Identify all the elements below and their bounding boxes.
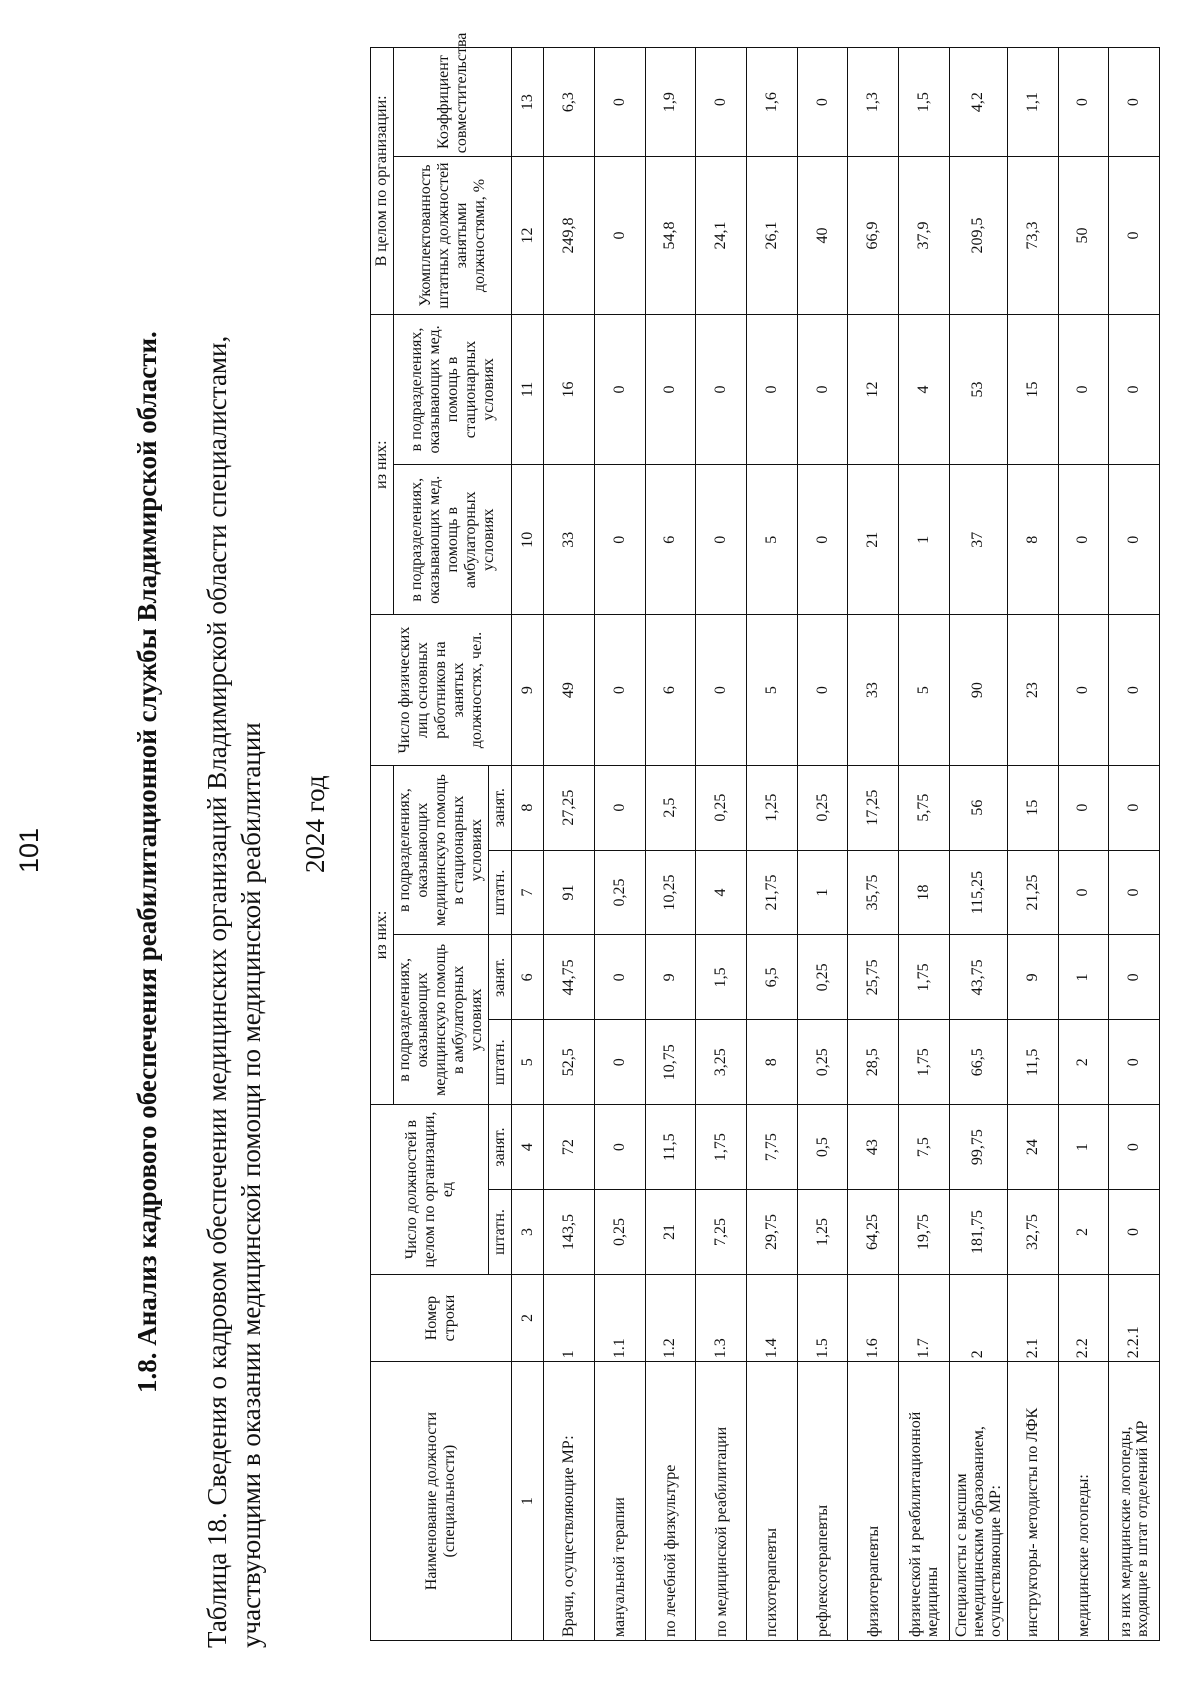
value-cell: 16 — [544, 314, 595, 464]
table-row — [848, 48, 899, 1641]
value-cell: 0,25 — [797, 1020, 848, 1105]
value-cell: 5 — [899, 615, 950, 765]
value-cell: 0 — [1058, 615, 1109, 765]
value-cell: 0 — [696, 314, 747, 464]
table-row — [645, 48, 696, 1641]
value-cell: 0 — [594, 935, 645, 1020]
value-cell: 12 — [848, 314, 899, 464]
position-name-cell: рефлексотерапевты — [797, 1362, 848, 1641]
value-cell: 18 — [899, 850, 950, 935]
position-name-cell: физиотерапевты — [848, 1362, 899, 1641]
value-cell: 1,1 — [1007, 48, 1058, 157]
header-staff: штатн. — [489, 1190, 512, 1275]
value-cell: 17,25 — [848, 765, 899, 850]
value-cell: 0 — [1109, 157, 1160, 315]
value-cell: 1 — [797, 850, 848, 935]
header-staffing: Укомплектованность штатных должностей занятыми должностями, % — [394, 157, 512, 315]
value-cell: 26,1 — [746, 157, 797, 315]
position-name-cell: по лечебной физкультуре — [645, 1362, 696, 1641]
value-cell: 0 — [594, 1105, 645, 1190]
value-cell: 1,25 — [797, 1190, 848, 1275]
value-cell: 0 — [645, 314, 696, 464]
row-number-cell: 1 — [544, 1274, 595, 1361]
value-cell: 7,25 — [696, 1190, 747, 1275]
header-occupied: занят. — [489, 765, 512, 850]
value-cell: 0 — [696, 465, 747, 615]
table-row — [1007, 48, 1058, 1641]
position-name-cell: Специалисты с высшим немедицинским образованием, осуществляющие МР: — [949, 1362, 1007, 1641]
header-persons-outpatient: в подразделениях, оказывающих мед. помощь в амбулаторных условиях — [394, 465, 512, 615]
header-inpatient: в подразделениях, оказывающих медицинскую помощь в стационарных условиях — [394, 765, 489, 935]
value-cell: 1 — [1058, 1105, 1109, 1190]
column-number: 13 — [512, 48, 544, 157]
value-cell: 24,1 — [696, 157, 747, 315]
value-cell: 21 — [645, 1190, 696, 1275]
value-cell: 0 — [594, 48, 645, 157]
column-number: 6 — [512, 935, 544, 1020]
value-cell: 2 — [1058, 1190, 1109, 1275]
caption-line-1: Таблица 18. Сведения о кадровом обеспечении медицинских организаций Владимирской области специалистами, — [202, 335, 232, 1648]
value-cell: 33 — [544, 465, 595, 615]
value-cell: 0 — [696, 615, 747, 765]
value-cell: 9 — [645, 935, 696, 1020]
value-cell: 0 — [797, 615, 848, 765]
value-cell: 7,75 — [746, 1105, 797, 1190]
value-cell: 10,25 — [645, 850, 696, 935]
position-name-cell: медицинские логопеды: — [1058, 1362, 1109, 1641]
column-number: 3 — [512, 1190, 544, 1275]
table-caption — [200, 148, 268, 1648]
value-cell: 0 — [746, 314, 797, 464]
column-number-row — [512, 48, 544, 1641]
header-row-number: Номер строки — [371, 1274, 512, 1361]
row-number-cell: 1.5 — [797, 1274, 848, 1361]
value-cell: 99,75 — [949, 1105, 1007, 1190]
value-cell: 37,9 — [899, 157, 950, 315]
column-number: 11 — [512, 314, 544, 464]
value-cell: 33 — [848, 615, 899, 765]
position-name-cell: по медицинской реабилитации — [696, 1362, 747, 1641]
value-cell: 15 — [1007, 765, 1058, 850]
value-cell: 19,75 — [899, 1190, 950, 1275]
position-name-cell: Врачи, осуществляющие МР: — [544, 1362, 595, 1641]
header-staff: штатн. — [489, 1020, 512, 1105]
value-cell: 0 — [1109, 1105, 1160, 1190]
value-cell: 44,75 — [544, 935, 595, 1020]
value-cell: 0 — [594, 765, 645, 850]
position-name-cell: мануальной терапии — [594, 1362, 645, 1641]
value-cell: 2 — [1058, 1020, 1109, 1105]
value-cell: 0 — [1058, 314, 1109, 464]
column-number: 12 — [512, 157, 544, 315]
column-number: 7 — [512, 850, 544, 935]
value-cell: 25,75 — [848, 935, 899, 1020]
value-cell: 6,3 — [544, 48, 595, 157]
value-cell: 11,5 — [645, 1105, 696, 1190]
value-cell: 10,75 — [645, 1020, 696, 1105]
value-cell: 0,25 — [594, 1190, 645, 1275]
position-name-cell: инструкторы- методисты по ЛФК — [1007, 1362, 1058, 1641]
value-cell: 0 — [1109, 1190, 1160, 1275]
value-cell: 0 — [1109, 935, 1160, 1020]
value-cell: 0 — [1109, 314, 1160, 464]
value-cell: 1,3 — [848, 48, 899, 157]
value-cell: 0,25 — [797, 765, 848, 850]
row-number-cell: 2.2.1 — [1109, 1274, 1160, 1361]
value-cell: 115,25 — [949, 850, 1007, 935]
value-cell: 66,5 — [949, 1020, 1007, 1105]
value-cell: 11,5 — [1007, 1020, 1058, 1105]
value-cell: 0 — [1109, 850, 1160, 935]
value-cell: 0 — [797, 314, 848, 464]
value-cell: 37 — [949, 465, 1007, 615]
value-cell: 2,5 — [645, 765, 696, 850]
value-cell: 0,25 — [594, 850, 645, 935]
header-occupied: занят. — [489, 1105, 512, 1190]
value-cell: 1,25 — [746, 765, 797, 850]
row-number-cell: 1.2 — [645, 1274, 696, 1361]
value-cell: 1,5 — [899, 48, 950, 157]
value-cell: 1 — [899, 465, 950, 615]
value-cell: 1,75 — [696, 1105, 747, 1190]
header-occupied: занят. — [489, 935, 512, 1020]
table-row — [544, 48, 595, 1641]
header-of-them-2: из них: — [371, 314, 394, 615]
position-name-cell: физической и реабилитационной медицины — [899, 1362, 950, 1641]
value-cell: 5,75 — [899, 765, 950, 850]
value-cell: 8 — [746, 1020, 797, 1105]
value-cell: 21,75 — [746, 850, 797, 935]
value-cell: 0 — [1058, 48, 1109, 157]
row-number-cell: 1.3 — [696, 1274, 747, 1361]
value-cell: 0 — [594, 157, 645, 315]
value-cell: 1,9 — [645, 48, 696, 157]
value-cell: 29,75 — [746, 1190, 797, 1275]
value-cell: 4 — [696, 850, 747, 935]
value-cell: 1,75 — [899, 935, 950, 1020]
value-cell: 0 — [1109, 465, 1160, 615]
value-cell: 249,8 — [544, 157, 595, 315]
value-cell: 6 — [645, 465, 696, 615]
position-name-cell: психотерапевты — [746, 1362, 797, 1641]
row-number-cell: 1.6 — [848, 1274, 899, 1361]
value-cell: 72 — [544, 1105, 595, 1190]
value-cell: 6,5 — [746, 935, 797, 1020]
column-number: 9 — [512, 615, 544, 765]
header-outpatient: в подразделениях, оказывающих медицинскую помощь в амбулаторных условиях — [394, 935, 489, 1105]
value-cell: 49 — [544, 615, 595, 765]
value-cell: 0 — [1058, 465, 1109, 615]
value-cell: 21,25 — [1007, 850, 1058, 935]
row-number-cell: 2.2 — [1058, 1274, 1109, 1361]
page-number: 101 — [14, 827, 44, 873]
value-cell: 90 — [949, 615, 1007, 765]
header-position: Наименование должности (специальности) — [371, 1362, 512, 1641]
header-persons: Число физических лиц основных работников на занятых должностях, чел. — [371, 615, 512, 765]
column-number: 2 — [512, 1274, 544, 1361]
column-number: 10 — [512, 465, 544, 615]
row-number-cell: 2 — [949, 1274, 1007, 1361]
value-cell: 0 — [1058, 765, 1109, 850]
value-cell: 3,25 — [696, 1020, 747, 1105]
value-cell: 56 — [949, 765, 1007, 850]
value-cell: 0 — [797, 465, 848, 615]
column-number: 4 — [512, 1105, 544, 1190]
header-org-total: В целом по организации: — [371, 48, 394, 315]
value-cell: 23 — [1007, 615, 1058, 765]
value-cell: 73,3 — [1007, 157, 1058, 315]
value-cell: 5 — [746, 615, 797, 765]
header-persons-inpatient: в подразделениях, оказывающих мед. помощь в стационарных условиях — [394, 314, 512, 464]
value-cell: 24 — [1007, 1105, 1058, 1190]
table-row — [797, 48, 848, 1641]
value-cell: 28,5 — [848, 1020, 899, 1105]
staffing-table — [370, 32, 1160, 1641]
header-positions-total: Число должностей в целом по организации, ед — [371, 1105, 489, 1275]
value-cell: 143,5 — [544, 1190, 595, 1275]
value-cell: 66,9 — [848, 157, 899, 315]
value-cell: 50 — [1058, 157, 1109, 315]
value-cell: 21 — [848, 465, 899, 615]
column-number: 1 — [512, 1362, 544, 1641]
value-cell: 43 — [848, 1105, 899, 1190]
value-cell: 7,5 — [899, 1105, 950, 1190]
value-cell: 5 — [746, 465, 797, 615]
value-cell: 52,5 — [544, 1020, 595, 1105]
value-cell: 0 — [594, 314, 645, 464]
value-cell: 54,8 — [645, 157, 696, 315]
value-cell: 0 — [1109, 615, 1160, 765]
column-number: 5 — [512, 1020, 544, 1105]
row-number-cell: 1.7 — [899, 1274, 950, 1361]
value-cell: 35,75 — [848, 850, 899, 935]
section-title: 1.8. Анализ кадрового обеспечения реабилитационной службы Владимирской области. — [132, 331, 162, 1393]
table-row — [949, 48, 1007, 1641]
table-row — [899, 48, 950, 1641]
value-cell: 91 — [544, 850, 595, 935]
value-cell: 0 — [797, 48, 848, 157]
value-cell: 181,75 — [949, 1190, 1007, 1275]
table-row — [746, 48, 797, 1641]
header-coefficient: Коэффициент совместительства — [394, 48, 512, 157]
position-name-cell: из них медицинские логопеды, входящие в штат отделений МР — [1109, 1362, 1160, 1641]
table-year: 2024 год — [300, 775, 330, 873]
table-row — [1058, 48, 1109, 1641]
value-cell: 0 — [696, 48, 747, 157]
value-cell: 0 — [594, 615, 645, 765]
value-cell: 0 — [1109, 1020, 1160, 1105]
value-cell: 0,5 — [797, 1105, 848, 1190]
column-number: 8 — [512, 765, 544, 850]
header-of-them-1: из них: — [371, 765, 394, 1104]
value-cell: 1,75 — [899, 1020, 950, 1105]
value-cell: 40 — [797, 157, 848, 315]
value-cell: 6 — [645, 615, 696, 765]
row-number-cell: 1.1 — [594, 1274, 645, 1361]
value-cell: 209,5 — [949, 157, 1007, 315]
value-cell: 53 — [949, 314, 1007, 464]
value-cell: 1,6 — [746, 48, 797, 157]
value-cell: 0 — [1058, 850, 1109, 935]
value-cell: 32,75 — [1007, 1190, 1058, 1275]
table-row — [594, 48, 645, 1641]
value-cell: 4 — [899, 314, 950, 464]
caption-line-2: участвующими в оказании медицинской помощи по медицинской реабилитации — [236, 722, 266, 1648]
value-cell: 1,5 — [696, 935, 747, 1020]
value-cell: 0,25 — [696, 765, 747, 850]
value-cell: 15 — [1007, 314, 1058, 464]
row-number-cell: 2.1 — [1007, 1274, 1058, 1361]
value-cell: 0 — [594, 1020, 645, 1105]
value-cell: 0 — [594, 465, 645, 615]
row-number-cell: 1.4 — [746, 1274, 797, 1361]
table-row — [696, 48, 747, 1641]
value-cell: 8 — [1007, 465, 1058, 615]
value-cell: 0 — [1109, 765, 1160, 850]
value-cell: 27,25 — [544, 765, 595, 850]
value-cell: 4,2 — [949, 48, 1007, 157]
value-cell: 1 — [1058, 935, 1109, 1020]
value-cell: 9 — [1007, 935, 1058, 1020]
value-cell: 0,25 — [797, 935, 848, 1020]
value-cell: 64,25 — [848, 1190, 899, 1275]
header-staff: штатн. — [489, 850, 512, 935]
table-row — [1109, 48, 1160, 1641]
value-cell: 0 — [1109, 48, 1160, 157]
value-cell: 43,75 — [949, 935, 1007, 1020]
